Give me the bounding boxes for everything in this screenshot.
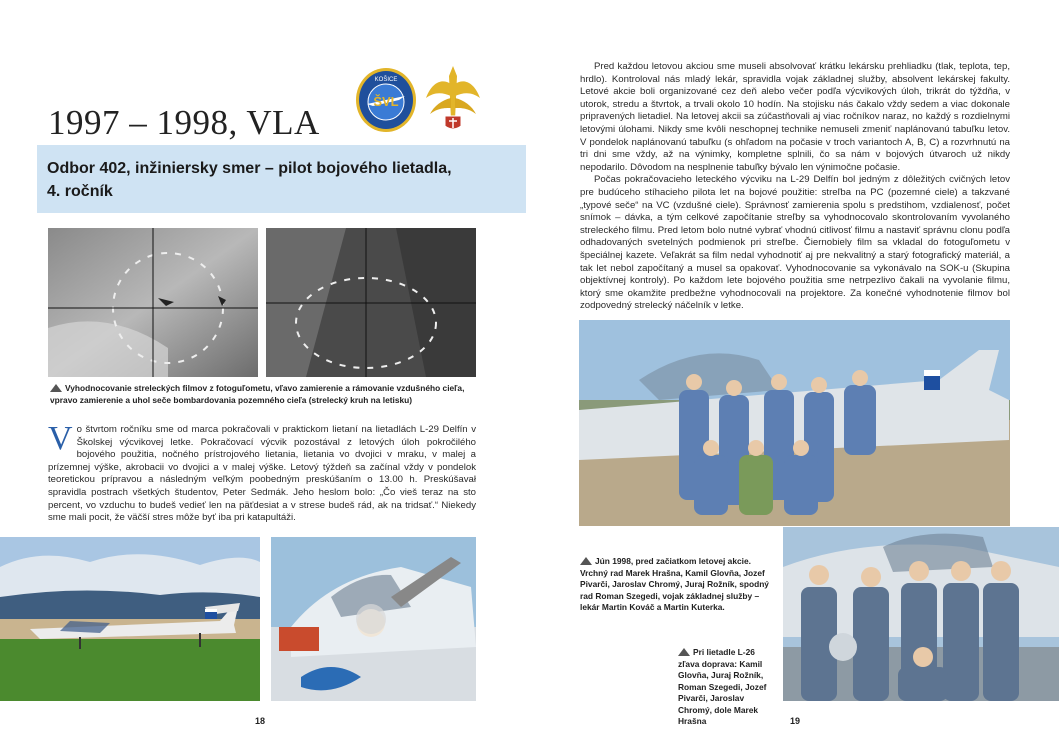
right-paragraph-1: Pred každou letovou akciou sme museli absolvovať krátku lekársku prehliadku (tlak, teplota, tep, hrdlo). Kontroloval nás mladý lekár, spravidla vojak základnej služby, absolvent lekárskej fakulty. Letové akcie boli organizované cez deň alebo večer podľa výcvikových úloh, trikrát do týždňa, v utorok, stredu a štvrtok, a trvali okolo 10 hodín. Na stojisku nás čakalo vždy sedem a viac dokonale pripravených lietadiel. Na letovej akcii sa zúčastňovali aj viac ročníkov naraz, no každý s rozdielnymi letovými úlohami. Nikdy sme kvôli neschopnej technike nemuseli zmeniť naplánovanú tabuľku letov. V pondelok naplánovanú tabuľku (s ohľadom na počasie v troch variantoch A, B, C) a rozvrhnutú na tri dni sme vždy, až na výnimky, kompletne splnili, čo sa nám v bojových útvaroch už nikdy nepodarilo. Dôvodom na nesplnenie tabuľky bývalo len výnimočne počasie. [580,61,1010,173]
emblem-letters: ŠVL [373,94,399,109]
emblem-top-text: KOŠICE [374,77,398,83]
section-title-line2: 4. ročník [47,183,113,200]
gun-camera-photo-ground-target [266,228,476,377]
l29-aircraft-photo [0,537,260,701]
film-caption [50,382,470,406]
left-body-text [48,420,476,525]
l26-group-photo [783,527,1059,701]
svl-emblem [355,66,417,134]
group-photo-caption [580,556,778,614]
group-photo-crew [579,320,1010,526]
left-body-paragraph: o štvrtom ročníku sme od marca pokračovali v praktickom lietaní na lietadlách L-29 Delfín v Školskej výcvikovej letke. Pokračovací výcvik pozostával z letových úloh pokročilého bojového použitia, nočného prístrojového lietania, lietania vo dvojici v mraku, v malej a prízemnej výške, akrobacii vo dvojici a v malej výške. Letový týždeň sa začínal vždy v pondelok teoretickou prípravou a následným veľkým poobedným preskúšaním o 13.00 h. Preskúšavał spravidla postrach všetkých študentov, Peter Sedmák. Jeho heslom bolo: „Čo vieš teraz na sto percent, vo vzduchu to budeš vedieť len na päťdesiat a v strese budeš rád, ak na tridsať.“ Niekedy sme mali pocit, že väčší stres môže byť iba pri katapultáži. [48,424,476,524]
cockpit-pilot-photo [271,537,476,701]
right-body-text [580,61,1010,313]
page-number-right: 19 [790,716,801,726]
caption-marker-icon [50,384,62,392]
l26-photo-caption-text: Pri lietadle L-26 zľava doprava: Kamil Glovňa, Juraj Rožník, Roman Szegedi, Jozef Pivarči, Jaroslav Chromý, dole Marek Hrašna [678,647,767,726]
caption-marker-icon [678,648,690,656]
drop-cap: V [48,420,73,457]
group-photo-caption-text: Jún 1998, pred začiatkom letovej akcie. Vrchný rad Marek Hrašna, Kamil Glovňa, Jozef Pivarči, Jaroslav Chromý, Juraj Rožník, spodný rad Roman Szegedi, vojak základnej služby – lekár Martin Kováč a Martin Kuterka. [580,556,769,612]
page-number-left: 18 [255,716,266,726]
l26-photo-caption [678,647,776,728]
chapter-heading: 1997 – 1998, VLA [48,103,320,142]
gun-camera-photo-air-target [48,228,258,377]
right-paragraph-2: Počas pokračovacieho leteckého výcviku na L-29 Delfín bol jedným z dôležitých cvičných letov pre budúceho stíhacieho pilota let na bojové použitie: streľba na PC (pozemné ciele) a takzvané „typové seče“ na VC (vzdušné ciele). Správnosť zamierenia spolu s predstihom, vzdialenosť, počet snímok – dávka, a tým celkové započítanie streľby sa vyhodnocovalo skontrolovaním vyvolaného streleckého filmu. Pred letom bolo nutné vybrať vhodnú citlivosť filmu a nastaviť správnu clonu podľa odhadovaných svetelných podmienok pri streľbe. Čiernobiely film sa vkladal do fotoguľometu v špeciálnej kazete. Veľakrát sa film nedal vyhodnotiť aj pre nekvalitný a starý fotografický materiál, a tak let nebol započítaný a musel sa opakovať. Vyhodnocovanie sa vykonávalo na SOK-u (Skupina objektívnej kontroly). Po každom lete bojového použitia sme netrpezlivo čakali na vyvolanie filmu, ktorý sme okamžite predbežne vyhodnocovali na projektore. Za konečné vyhodnotenie filmov bol zodpovedný strelecký náčelník v letke. [580,174,1010,312]
caption-marker-icon [580,557,592,565]
wings-emblem [424,62,482,134]
film-caption-text: Vyhodnocovanie streleckých filmov z fotoguľometu, vľavo zamierenie a rámovanie vzdušného cieľa, vpravo zamierenie a uhol seče bombardovania pozemného cieľa (strelecký kruh na letisku) [50,383,465,405]
section-title-line1: Odbor 402, inžiniersky smer – pilot bojového lietadla, [47,160,452,177]
section-title [47,157,517,203]
